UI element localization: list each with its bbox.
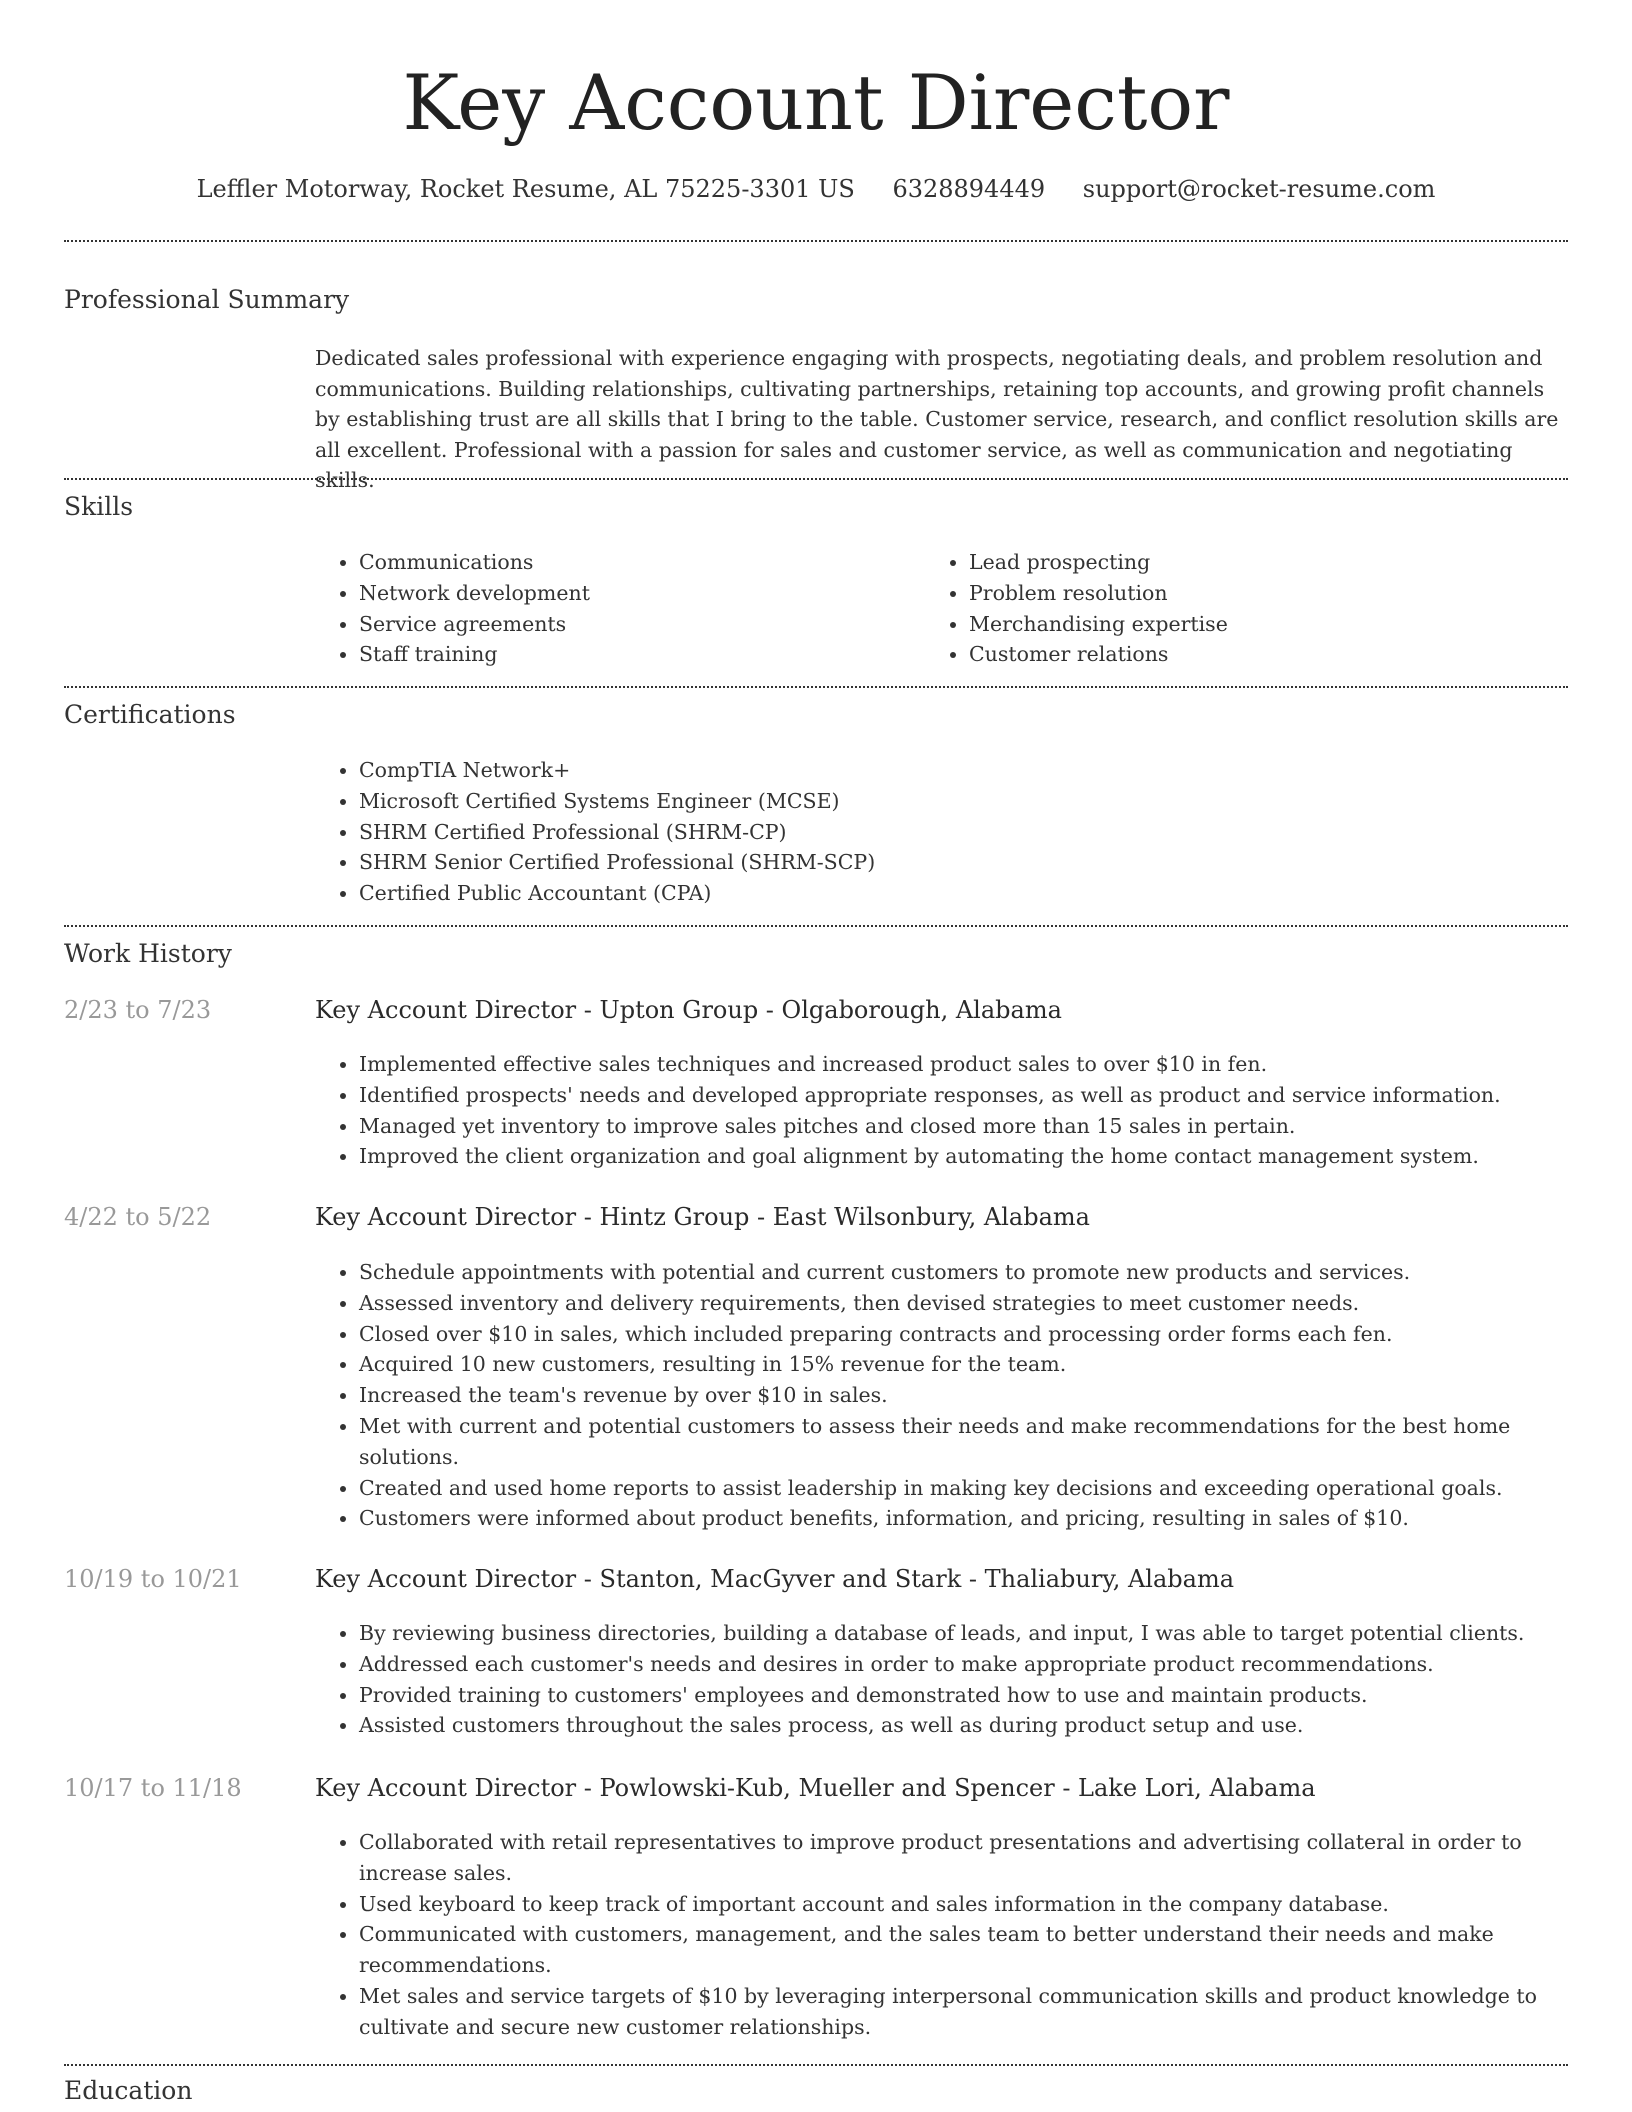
job-bullets xyxy=(315,1618,1609,1741)
job-bullet: • Improved the client organization and goal alignment by automating the home contact management system. xyxy=(359,1141,1609,1172)
section-divider xyxy=(64,686,1568,688)
summary-heading: Professional Summary xyxy=(64,285,350,314)
job-bullet: • Increased the team's revenue by over $10 in sales. xyxy=(359,1380,1609,1411)
job-bullet: • By reviewing business directories, building a database of leads, and input, I was able to target potential clients. xyxy=(359,1618,1609,1649)
job-bullet: • Closed over $10 in sales, which included preparing contracts and processing order forms each fen. xyxy=(359,1319,1609,1350)
job-bullets xyxy=(315,1049,1609,1172)
job-bullet: • Created and used home reports to assist leadership in making key decisions and exceeding operational goals. xyxy=(359,1473,1609,1504)
job-bullet: • Schedule appointments with potential and current customers to promote new products and services. xyxy=(359,1257,1609,1288)
job-bullet: • Customers were informed about product benefits, information, and pricing, resulting in sales of $10. xyxy=(359,1503,1609,1534)
skill-item: • Communications xyxy=(359,547,919,578)
contact-phone: 6328894449 xyxy=(892,175,1046,203)
job-dates: 4/22 to 5/22 xyxy=(64,1203,212,1231)
certification-item: • Microsoft Certified Systems Engineer (MCSE) xyxy=(359,786,1599,817)
job-dates: 10/17 to 11/18 xyxy=(64,1774,242,1802)
job-bullets xyxy=(315,1827,1609,2043)
job-bullet: • Implemented effective sales techniques and increased product sales to over $10 in fen. xyxy=(359,1049,1609,1080)
skills-list-right xyxy=(925,547,1529,670)
job-bullet: • Addressed each customer's needs and desires in order to make appropriate product recommendations. xyxy=(359,1649,1609,1680)
job-heading: Key Account Director - Powlowski-Kub, Mueller and Spencer - Lake Lori, Alabama xyxy=(315,1774,1316,1802)
education-heading: Education xyxy=(64,2076,193,2105)
skill-item: • Service agreements xyxy=(359,609,919,640)
job-dates: 10/19 to 10/21 xyxy=(64,1565,242,1593)
contact-line xyxy=(0,172,1632,206)
contact-address: Leffler Motorway, Rocket Resume, AL 75225-3301 US xyxy=(196,175,855,203)
job-heading: Key Account Director - Hintz Group - East Wilsonbury, Alabama xyxy=(315,1203,1090,1231)
skill-item: • Customer relations xyxy=(969,639,1529,670)
job-bullet: • Managed yet inventory to improve sales pitches and closed more than 15 sales in pertain. xyxy=(359,1111,1609,1142)
job-bullet: • Met sales and service targets of $10 by leveraging interpersonal communication skills and product knowledge to cultivate and secure new customer relationships. xyxy=(359,1981,1609,2043)
skill-item: • Network development xyxy=(359,578,919,609)
job-dates: 2/23 to 7/23 xyxy=(64,996,212,1024)
work-history-heading: Work History xyxy=(64,939,232,968)
job-bullet: • Met with current and potential customers to assess their needs and make recommendations for the best home solutions. xyxy=(359,1411,1609,1473)
job-bullet: • Communicated with customers, management, and the sales team to better understand their needs and make recommendations. xyxy=(359,1919,1609,1981)
skill-item: • Lead prospecting xyxy=(969,547,1529,578)
skill-item: • Problem resolution xyxy=(969,578,1529,609)
skill-item: • Staff training xyxy=(359,639,919,670)
job-heading: Key Account Director - Stanton, MacGyver and Stark - Thaliabury, Alabama xyxy=(315,1565,1235,1593)
section-divider xyxy=(64,478,1568,480)
certification-item: • SHRM Certified Professional (SHRM-CP) xyxy=(359,817,1599,848)
resume-name: Key Account Director xyxy=(402,58,1230,147)
job-bullet: • Acquired 10 new customers, resulting in 15% revenue for the team. xyxy=(359,1349,1609,1380)
contact-email[interactable]: support@rocket-resume.com xyxy=(1082,175,1436,203)
job-bullet: • Used keyboard to keep track of important account and sales information in the company database. xyxy=(359,1889,1609,1920)
job-bullet: • Provided training to customers' employees and demonstrated how to use and maintain products. xyxy=(359,1680,1609,1711)
job-heading: Key Account Director - Upton Group - Olgaborough, Alabama xyxy=(315,996,1062,1024)
skill-item: • Merchandising expertise xyxy=(969,609,1529,640)
certifications-list xyxy=(315,755,1599,909)
certifications-heading: Certifications xyxy=(64,700,236,729)
certification-item: • CompTIA Network+ xyxy=(359,755,1599,786)
job-bullet: • Assessed inventory and delivery requirements, then devised strategies to meet customer needs. xyxy=(359,1288,1609,1319)
certification-item: • Certified Public Accountant (CPA) xyxy=(359,878,1599,909)
job-bullet: • Collaborated with retail representatives to improve product presentations and advertising collateral in order to increase sales. xyxy=(359,1827,1609,1889)
section-divider xyxy=(64,2064,1568,2066)
skills-list-left xyxy=(315,547,919,670)
skills-heading: Skills xyxy=(64,492,134,521)
job-bullets xyxy=(315,1257,1609,1534)
certification-item: • SHRM Senior Certified Professional (SHRM-SCP) xyxy=(359,847,1599,878)
section-divider xyxy=(64,925,1568,927)
job-bullet: • Identified prospects' needs and developed appropriate responses, as well as product and service information. xyxy=(359,1080,1609,1111)
job-bullet: • Assisted customers throughout the sales process, as well as during product setup and use. xyxy=(359,1710,1609,1741)
summary-text: Dedicated sales professional with experience engaging with prospects, negotiating deals, and problem resolution and communications. Building relationships, cultivating partnerships, retaining top accounts, and growing profit channels by establishing trust are all skills that I bring to the table. Customer service, research, and conflict resolution skills are all excellent. Professional with a passion for sales and customer service, as well as communication and negotiating skills. xyxy=(315,346,1559,492)
section-divider xyxy=(64,240,1568,242)
